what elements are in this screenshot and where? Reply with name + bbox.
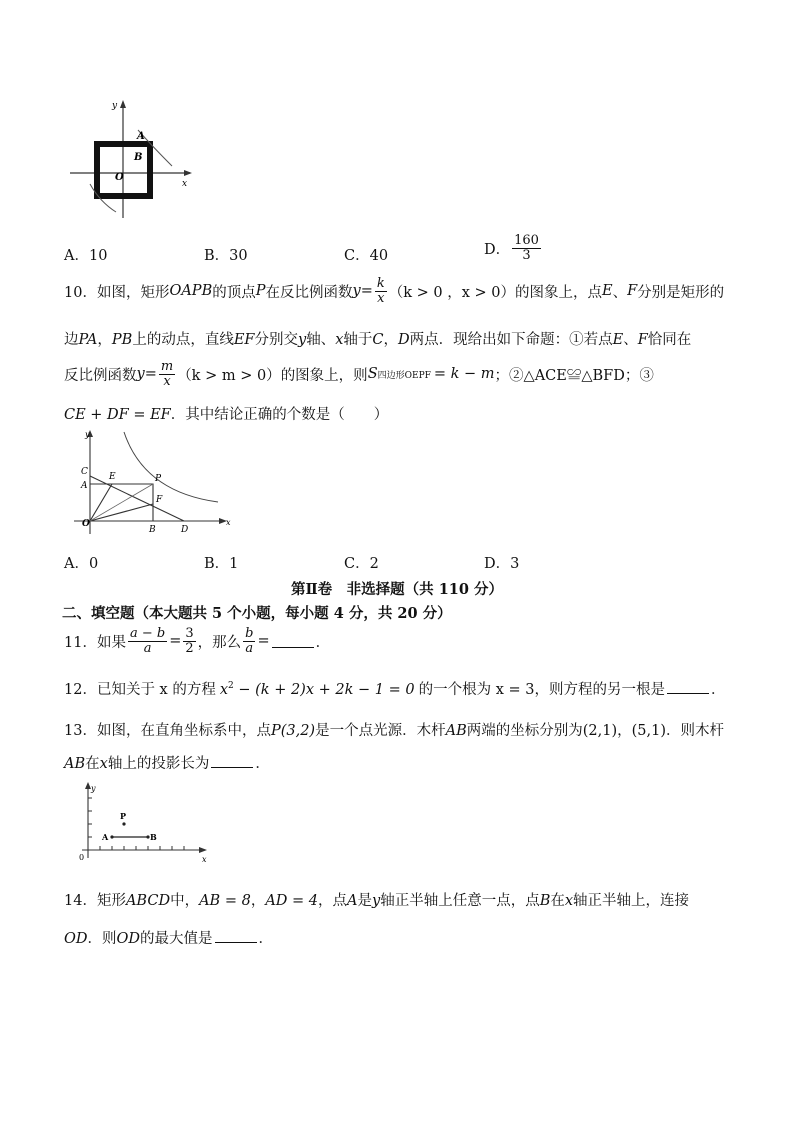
q13-line-2 bbox=[64, 752, 270, 773]
q14-math: OD bbox=[64, 931, 88, 947]
q11-answer-blank[interactable] bbox=[272, 635, 314, 648]
q13-math: AB bbox=[445, 723, 467, 739]
q10-text: 分别是矩形的 bbox=[637, 284, 725, 301]
q11-fraction-2 bbox=[183, 627, 195, 655]
q14-math: AB = 8 bbox=[199, 893, 251, 909]
point-a bbox=[110, 835, 113, 838]
point-p bbox=[122, 822, 125, 825]
line-ef bbox=[90, 476, 184, 521]
q10-frac-den: x bbox=[163, 373, 171, 389]
q11-fraction-1 bbox=[128, 627, 167, 655]
fig9-label-y: y bbox=[112, 101, 118, 111]
q14-text: 轴正半轴上任意一点，点 bbox=[380, 893, 540, 909]
q10-math: PB bbox=[111, 332, 133, 348]
q11-frac-num: b bbox=[245, 626, 254, 641]
q10-text: ， bbox=[383, 332, 398, 348]
q14-math: B bbox=[539, 893, 551, 909]
q9-option-a: A．10 bbox=[64, 248, 108, 264]
q13-text: 13．如图，在直角坐标系中，点 bbox=[64, 723, 271, 739]
x-axis-arrow bbox=[184, 170, 192, 176]
q14-text: 在 bbox=[550, 893, 565, 909]
q9-option-b: B．30 bbox=[204, 248, 248, 264]
fig13-label-o: 0 bbox=[79, 853, 85, 862]
q10-frac-num: k bbox=[376, 276, 385, 291]
q13-text: ． bbox=[255, 756, 270, 772]
q9-option-d bbox=[484, 234, 543, 262]
fig10-label-d: D bbox=[181, 525, 189, 535]
q10-math: S bbox=[367, 366, 378, 383]
q10-fraction-m-x bbox=[159, 360, 175, 388]
q13-text: ， bbox=[617, 723, 632, 739]
fig13-label-a: A bbox=[102, 832, 109, 842]
fig9-label-b: B bbox=[134, 152, 143, 163]
q13-line-1 bbox=[64, 719, 724, 740]
fig13-label-x: x bbox=[202, 855, 207, 864]
x-ticks bbox=[100, 846, 184, 850]
q14-line-2 bbox=[64, 927, 273, 948]
q13-math: P(3,2) bbox=[270, 723, 316, 739]
q10-text: ；②△ACE≌△BFD；③ bbox=[494, 367, 654, 384]
q14-math: A bbox=[347, 893, 358, 909]
y-ticks bbox=[88, 798, 92, 837]
q10-math: = bbox=[360, 283, 373, 300]
q10-text: 轴于 bbox=[343, 332, 373, 348]
fig10-label-a: A bbox=[81, 481, 88, 491]
q9-option-d-den: 3 bbox=[522, 247, 531, 263]
q14-math: y bbox=[372, 893, 381, 909]
q11-frac-den: a bbox=[245, 640, 254, 656]
q13-figure bbox=[74, 780, 214, 868]
q10-figure bbox=[72, 428, 234, 538]
q11-text: ，那么 bbox=[197, 634, 242, 651]
q12 bbox=[64, 678, 725, 699]
q12-math: − (k + 2)x + 2k − 1 = 0 bbox=[233, 682, 415, 698]
q11-frac-den: a bbox=[143, 640, 152, 656]
fig13-label-y: y bbox=[91, 784, 96, 793]
q10-math: E bbox=[612, 332, 624, 348]
q10-option-a: A．0 bbox=[64, 556, 99, 572]
q14-math: ABCD bbox=[125, 893, 171, 909]
q10-math: CE + DF = EF bbox=[64, 407, 171, 423]
q10-text: 恰同在 bbox=[647, 332, 692, 348]
q9-option-c: C．40 bbox=[344, 248, 389, 264]
q9-option-d-num: 160 bbox=[514, 233, 539, 248]
q13-text: 是一个点光源．木杆 bbox=[315, 723, 446, 739]
q10-option-d: D．3 bbox=[484, 556, 520, 572]
q14-text: 轴正半轴上，连接 bbox=[573, 893, 690, 909]
q13-text: 在 bbox=[85, 756, 100, 772]
q12-text: ． bbox=[710, 682, 726, 698]
q14-text: ．则 bbox=[87, 931, 117, 947]
q14-text: 是 bbox=[357, 893, 372, 909]
hyperbola bbox=[124, 432, 218, 502]
q10-text: （k > m > 0） bbox=[177, 367, 281, 384]
q10-fraction-k-x bbox=[375, 277, 387, 305]
q10-text: 、 bbox=[623, 332, 638, 348]
q14-text: ． bbox=[258, 931, 274, 947]
q11-text: = bbox=[257, 633, 270, 650]
q10-text: 的图象上，则 bbox=[280, 367, 368, 384]
q10-text: 、 bbox=[612, 284, 628, 301]
part-2-heading: 二、填空题（本大题共 5 个小题，每小题 4 分，共 20 分） bbox=[62, 605, 452, 622]
q11-frac-num: a − b bbox=[129, 626, 166, 641]
q11-text: 11．如果 bbox=[64, 634, 126, 651]
segment-of bbox=[90, 504, 153, 521]
q9-figure bbox=[68, 98, 198, 223]
q10-math: y bbox=[352, 283, 361, 300]
fig10-label-c: C bbox=[81, 467, 88, 477]
q10-math: y bbox=[297, 332, 307, 348]
q10-line-1 bbox=[64, 277, 724, 305]
q13-answer-blank[interactable] bbox=[211, 755, 253, 768]
q10-math: EF bbox=[233, 332, 255, 348]
q10-text: 两点．现给出如下命题：①若点 bbox=[409, 332, 613, 348]
q12-exponent: 2 bbox=[228, 681, 234, 692]
q10-math: C bbox=[372, 332, 384, 348]
q12-math: x bbox=[219, 682, 229, 698]
q10-math: = k − m bbox=[433, 366, 495, 383]
q14-math: x bbox=[564, 893, 574, 909]
fig9-label-a: A bbox=[137, 131, 145, 142]
q11-fraction-3 bbox=[243, 627, 255, 655]
segment-op bbox=[90, 484, 153, 521]
q10-text: ， bbox=[97, 332, 112, 348]
q14-answer-blank[interactable] bbox=[215, 930, 257, 943]
q10-line-4 bbox=[64, 403, 388, 424]
q14-text: ，点 bbox=[318, 893, 348, 909]
q14-text: ， bbox=[250, 893, 266, 909]
q10-math: OAPB bbox=[169, 283, 213, 300]
q13-text: 轴上的投影长为 bbox=[107, 756, 210, 772]
q10-text: 上的动点，直线 bbox=[132, 332, 234, 348]
q14-math: AD = 4 bbox=[265, 893, 319, 909]
fig10-label-p: P bbox=[155, 474, 162, 484]
q10-option-b: B．1 bbox=[204, 556, 239, 572]
q10-text: 反比例函数 bbox=[64, 367, 137, 384]
y-axis-arrow bbox=[120, 100, 126, 108]
section-2-title: 第Ⅱ卷 非选择题（共 110 分） bbox=[290, 581, 504, 598]
q10-math: P bbox=[255, 283, 266, 300]
q10-text: ．其中结论正确的个数是（ ） bbox=[170, 407, 389, 423]
q11-frac-den: 2 bbox=[185, 640, 194, 656]
q10-math: E bbox=[602, 283, 613, 300]
q10-math: y bbox=[136, 366, 145, 383]
q10-frac-den: x bbox=[377, 290, 385, 306]
q12-text: 12．已知关于 x 的方程 bbox=[64, 682, 216, 698]
fig13-label-b: B bbox=[150, 832, 157, 842]
x-axis-arrow bbox=[199, 847, 207, 853]
q10-math: D bbox=[397, 332, 410, 348]
q10-math: x bbox=[335, 332, 344, 348]
q12-text: 的一个根为 x = 3，则方程的另一根是 bbox=[418, 682, 665, 698]
q10-math: = bbox=[144, 366, 157, 383]
q10-math: F bbox=[627, 283, 638, 300]
q13-math: (2,1) bbox=[582, 723, 618, 739]
q10-text: 的顶点 bbox=[212, 284, 256, 301]
q11-text: = bbox=[169, 633, 182, 650]
q10-text: 的图象上，点 bbox=[515, 284, 603, 301]
q11-text: ． bbox=[315, 634, 331, 651]
q10-text: 在反比例函数 bbox=[265, 284, 353, 301]
q10-text: 边 bbox=[64, 332, 79, 348]
q10-math: F bbox=[637, 332, 648, 348]
fig10-label-e: E bbox=[109, 472, 116, 482]
q10-option-c: C．2 bbox=[344, 556, 379, 572]
q13-math: x bbox=[99, 756, 108, 772]
q11 bbox=[64, 627, 330, 655]
q10-line-2 bbox=[64, 328, 691, 349]
q10-frac-num: m bbox=[160, 359, 174, 374]
q10-math: PA bbox=[78, 332, 98, 348]
fig10-label-f: F bbox=[156, 495, 163, 505]
q14-text: 中， bbox=[170, 893, 200, 909]
q12-answer-blank[interactable] bbox=[667, 681, 709, 694]
fig10-label-x: x bbox=[226, 518, 231, 527]
fig9-label-o: O bbox=[115, 172, 124, 183]
q14-text: 的最大值是 bbox=[140, 931, 213, 947]
fig10-label-o: O bbox=[82, 519, 90, 529]
q13-math: AB bbox=[64, 756, 86, 772]
q9-option-d-fraction bbox=[512, 234, 541, 262]
q13-math: (5,1) bbox=[631, 723, 666, 739]
q14-text: 14．矩形 bbox=[64, 893, 126, 909]
q10-line-3 bbox=[64, 360, 654, 388]
fig9-label-x: x bbox=[182, 179, 188, 189]
q11-frac-num: 3 bbox=[185, 626, 194, 641]
q10-text: 分别交 bbox=[254, 332, 298, 348]
fig10-label-b: B bbox=[149, 525, 156, 535]
q14-line-1 bbox=[64, 889, 689, 910]
fig10-label-y: y bbox=[85, 430, 90, 439]
q13-text: 两端的坐标分别为 bbox=[466, 723, 583, 739]
q14-math: OD bbox=[116, 931, 141, 947]
q10-text: 轴、 bbox=[306, 332, 336, 348]
fig13-label-p: P bbox=[120, 811, 127, 821]
q10-subscript: 四边形OEPF bbox=[377, 370, 431, 381]
q9-option-d-prefix: D． bbox=[484, 241, 511, 258]
q10-text: 10．如图，矩形 bbox=[64, 284, 170, 301]
q13-text: ．则木杆 bbox=[665, 723, 724, 739]
q10-text: （k > 0 ，x > 0） bbox=[388, 284, 516, 301]
